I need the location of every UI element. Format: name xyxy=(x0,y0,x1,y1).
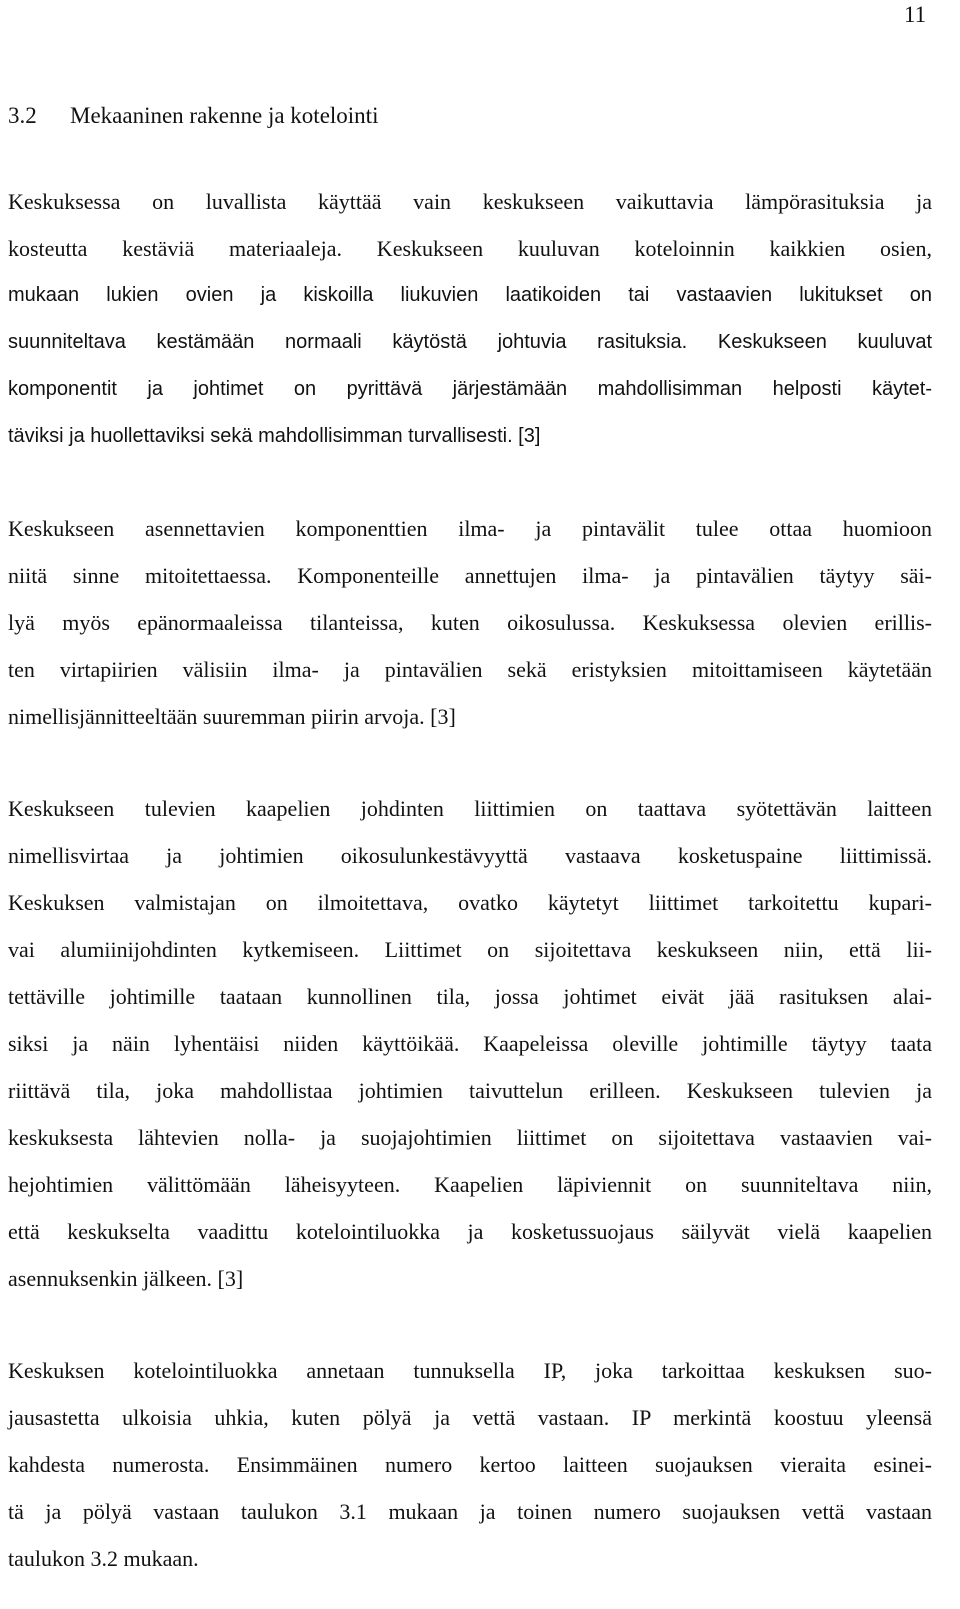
paragraph-4 xyxy=(8,1347,932,1582)
page-number: 11 xyxy=(904,2,927,27)
paragraph-line: mukaan lukien ovien ja kiskoilla liukuvien laatikoiden tai vastaavien lukitukset on xyxy=(8,284,932,306)
paragraph-line: Keskuksen kotelointiluokka annetaan tunnuksella IP, joka tarkoittaa keskuksen suo- xyxy=(8,1358,932,1383)
paragraph-3 xyxy=(8,785,932,1302)
paragraph-line: lyä myös epänormaaleissa tilanteissa, kuten oikosulussa. Keskuksessa olevien erillis- xyxy=(8,610,932,635)
paragraph-1 xyxy=(8,178,932,460)
paragraph-line: Keskuksessa on luvallista käyttää vain keskukseen vaikuttavia lämpörasituksia ja xyxy=(8,189,932,214)
paragraph-line: hejohtimien välittömään läheisyyteen. Kaapelien läpiviennit on suunniteltava niin, xyxy=(8,1172,932,1197)
paragraph-line: ten virtapiirien välisiin ilma- ja pintavälien sekä eristyksien mitoittamiseen käytetään xyxy=(8,657,932,682)
paragraph-line: taulukon 3.2 mukaan. xyxy=(8,1546,199,1571)
paragraph-line: tä ja pölyä vastaan taulukon 3.1 mukaan ja toinen numero suojauksen vettä vastaan xyxy=(8,1499,932,1524)
paragraph-line: suunniteltava kestämään normaali käytöstä johtuvia rasituksia. Keskukseen kuuluvat xyxy=(8,331,932,353)
paragraph-line: niitä sinne mitoitettaessa. Komponenteille annettujen ilma- ja pintavälien täytyy säi- xyxy=(8,563,932,588)
paragraph-line: tettäville johtimille taataan kunnollinen tila, jossa johtimet eivät jää rasituksen alai- xyxy=(8,984,932,1009)
paragraph-line: kosteutta kestäviä materiaaleja. Keskukseen kuuluvan koteloinnin kaikkien osien, xyxy=(8,236,932,261)
paragraph-line: vai alumiinijohdinten kytkemiseen. Liittimet on sijoitettava keskukseen niin, että lii- xyxy=(8,937,932,962)
section-number: 3.2 xyxy=(8,103,37,128)
paragraph-line: Keskukseen asennettavien komponenttien ilma- ja pintavälit tulee ottaa huomioon xyxy=(8,516,932,541)
paragraph-line: nimellisjännitteeltään suuremman piirin arvoja. [3] xyxy=(8,704,456,729)
section-title: Mekaaninen rakenne ja kotelointi xyxy=(70,103,379,128)
paragraph-line: että keskukselta vaadittu kotelointiluokka ja kosketussuojaus säilyvät vielä kaapelien xyxy=(8,1219,932,1244)
paragraph-line: riittävä tila, joka mahdollistaa johtimien taivuttelun erilleen. Keskukseen tulevien ja xyxy=(8,1078,932,1103)
paragraph-line: täviksi ja huollettaviksi sekä mahdollisimman turvallisesti. [3] xyxy=(8,425,541,447)
paragraph-line: jausastetta ulkoisia uhkia, kuten pölyä ja vettä vastaan. IP merkintä koostuu yleensä xyxy=(8,1405,932,1430)
paragraph-line: asennuksenkin jälkeen. [3] xyxy=(8,1266,244,1291)
paragraph-line: Keskukseen tulevien kaapelien johdinten liittimien on taattava syötettävän laitteen xyxy=(8,796,932,821)
paragraph-line: Keskuksen valmistajan on ilmoitettava, ovatko käytetyt liittimet tarkoitettu kupari- xyxy=(8,890,932,915)
paragraph-line: nimellisvirtaa ja johtimien oikosulunkestävyyttä vastaava kosketuspaine liittimissä. xyxy=(8,843,932,868)
paragraph-line: kahdesta numerosta. Ensimmäinen numero kertoo laitteen suojauksen vieraita esinei- xyxy=(8,1452,932,1477)
paragraph-line: komponentit ja johtimet on pyrittävä järjestämään mahdollisimman helposti käytet- xyxy=(8,378,932,400)
paragraph-2 xyxy=(8,505,932,740)
paragraph-line: siksi ja näin lyhentäisi niiden käyttöikää. Kaapeleissa oleville johtimille täytyy taata xyxy=(8,1031,932,1056)
paragraph-line: keskuksesta lähtevien nolla- ja suojajohtimien liittimet on sijoitettava vastaavien vai- xyxy=(8,1125,932,1150)
section-heading xyxy=(8,103,378,129)
